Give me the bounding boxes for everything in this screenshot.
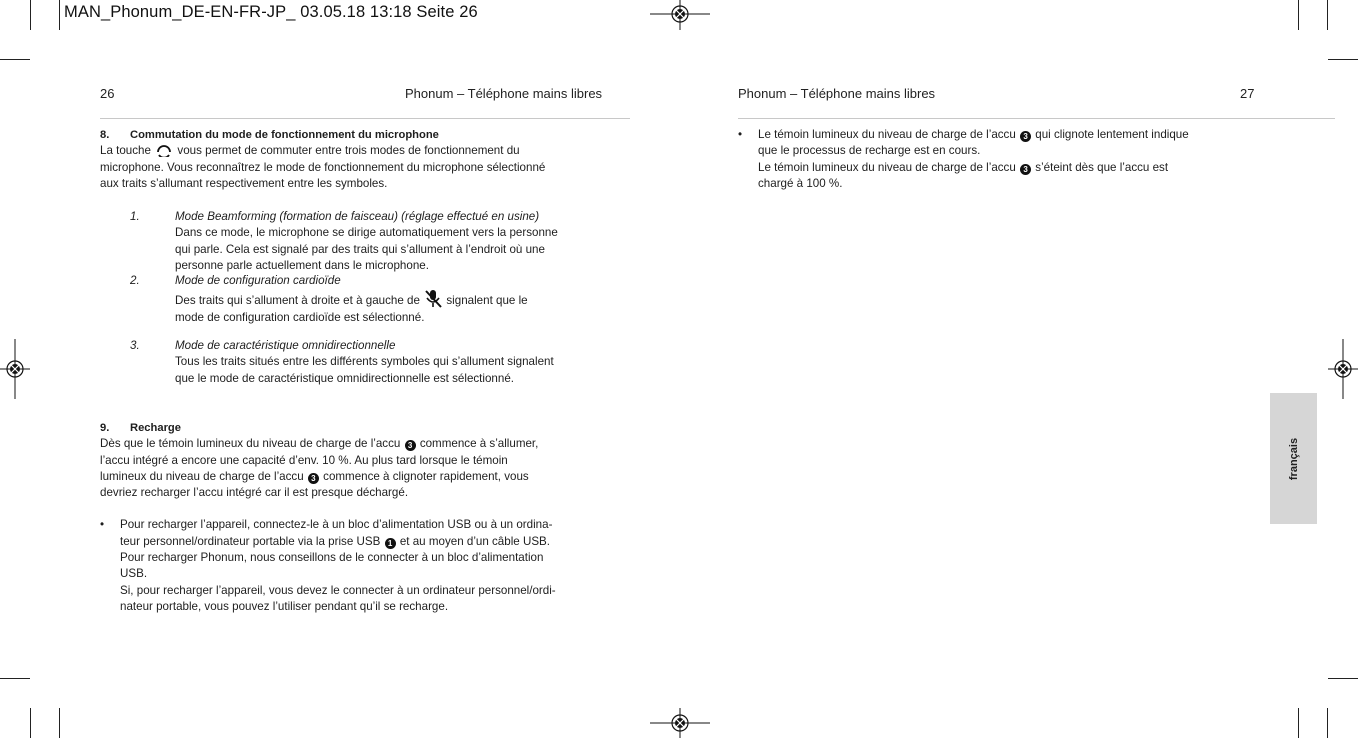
registration-mark-right-icon	[1328, 339, 1358, 399]
language-tab	[1270, 393, 1317, 524]
charging-bullet: • Pour recharger l’appareil, connectez-le à un bloc d’alimentation USB ou à un ordina- teur personnel/ordinateur portable via la prise USB 1 et au moyen d’un câble USB. Pour recharger Phonum, nous conseillons de le connecter à un bloc d’alimentation USB. Si, pour recharger l’appareil, vous devez le connecter à un ordinateur personnel/ordi- nateur portable, vous pouvez l’utiliser pendant qu’il se recharge.	[100, 518, 556, 613]
microphone-mute-icon	[423, 289, 443, 309]
mode-toggle-icon	[154, 143, 174, 157]
indicator-3-icon: 3	[1020, 164, 1031, 175]
page-number-right: 27	[1240, 86, 1255, 101]
running-title-left: Phonum – Téléphone mains libres	[405, 86, 603, 101]
registration-mark-top-icon	[650, 0, 710, 30]
section-9: 9. Recharge Dès que le témoin lumineux du niveau de charge de l’accu 3 commence à s’allumer, l’accu intégré a encore une capacité d’env. 10 %. Au plus tard lorsque le témoin lumineux du niveau de charge de l’accu 3 commence à clignoter rapidement, vous devriez recharger l’accu intégré car il est presque déchargé. • Pour recharger l’appareil, connectez-le à un bloc d’alimentation USB ou à un ordina- teur personnel/ordinateur portable via la prise USB 1 et au moyen d’un câble USB. Pour recharger Phonum, nous conseillons de le connecter à un bloc d’alimentation USB. Si, pour recharger l’appareil, vous devez le connecter à un ordinateur personnel/ordi- nateur portable, vous pouvez l’utiliser pendant qu’il se recharge.	[100, 420, 640, 615]
indicator-3-icon: 3	[1020, 131, 1031, 142]
registration-mark-left-icon	[0, 339, 30, 399]
right-page-content	[738, 127, 1278, 192]
header-rule-left	[100, 118, 630, 119]
registration-mark-bottom-icon	[650, 708, 710, 738]
section-8	[100, 127, 640, 192]
section-9-heading: 9. Recharge	[100, 422, 181, 434]
usb-port-1-icon: 1	[385, 538, 396, 549]
page-number-left: 26	[100, 86, 115, 101]
charge-status-bullet: • Le témoin lumineux du niveau de charge de l’accu 3 qui clignote lentement indique que le processus de recharge est en cours. Le témoin lumineux du niveau de charge de l’accu 3 s’éteint dès que l’accu est chargé à 100 %.	[738, 128, 1189, 190]
section-8-heading: 8. Commutation du mode de fonctionnement du microphone	[100, 129, 439, 141]
running-title-right: Phonum – Téléphone mains libres	[738, 86, 936, 101]
language-tab-label: français	[1287, 437, 1300, 480]
print-slug: MAN_Phonum_DE-EN-FR-JP_ 03.05.18 13:18 Seite 26	[64, 3, 478, 21]
header-rule-right	[738, 118, 1335, 119]
indicator-3-icon: 3	[308, 473, 319, 484]
indicator-3-icon: 3	[405, 440, 416, 451]
section-8-intro: La touche vous permet de commuter entre trois modes de fonctionnement du microphone. Vous reconnaîtrez le mode de fonctionnement du microphone sélectionné aux traits s’allumant respectivement entre les symboles.	[100, 144, 546, 190]
